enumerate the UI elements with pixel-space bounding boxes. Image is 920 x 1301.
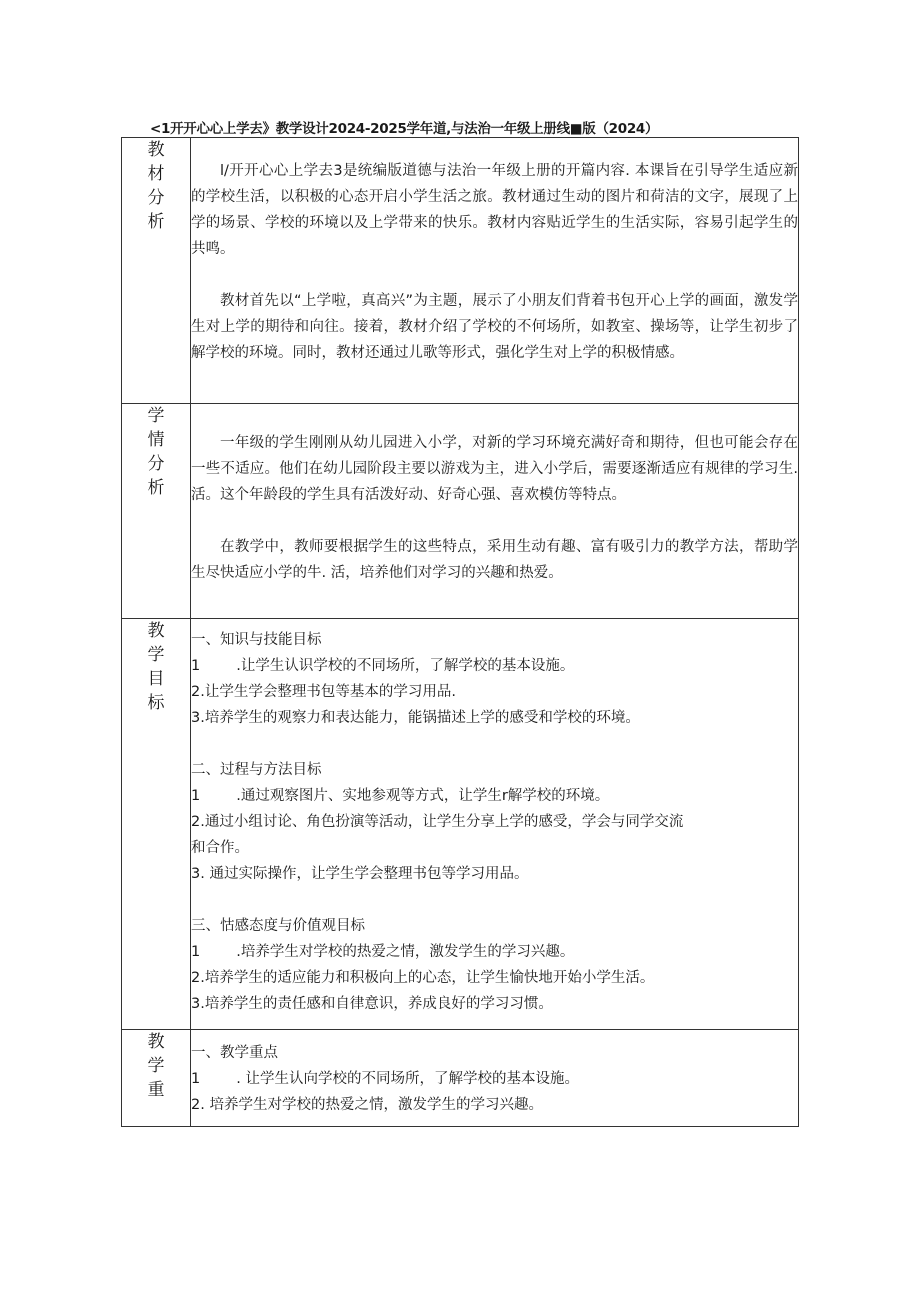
- goal-item: 2.培养学生的适应能力和积极向上的心态，让学生愉快地开始小学生活。: [191, 970, 655, 986]
- goal-item: 3.培养学生的责任感和自律意识，养成良好的学习习惯。: [191, 996, 553, 1012]
- goal-heading: 二、过程与方法目标: [191, 762, 322, 778]
- goal-item: 1 .让学生认识学校的不同场所，了解学校的基本设施。: [191, 658, 575, 674]
- row-teaching-focus: [122, 1030, 799, 1127]
- goal-heading: 一、知识与技能目标: [191, 632, 322, 648]
- goal-item: 2.让学生学会整理书包等基本的学习用品.: [191, 684, 456, 700]
- content-teaching-focus: [191, 1030, 799, 1127]
- lesson-plan-table: [121, 137, 799, 1127]
- analysis-paragraph: 教材首先以“上学啦，真高兴”为主题，展示了小朋友们背着书包开心上学的画面，激发学生对上学的期待和向往。接着，教材介绍了学校的不何场所，如教室、操场等，让学生初步了解学校的环境。同时，教材还通过儿歌等形式，强化学生对上学的积极情感。: [191, 293, 798, 361]
- students-paragraph: 一年级的学生刚刚从幼儿园进入小学，对新的学习环境充满好奇和期待，但也可能会存在一些不适应。他们在幼儿园阶段主要以游戏为主，进入小学后，需要逐渐适应有规律的学习生. 活。这个年龄段的学生具有活泼好动、好奇心强、喜欢模仿等特点。: [191, 435, 798, 503]
- focus-item: 1 . 让学生认向学校的不同场所，了解学校的基本设施。: [191, 1071, 579, 1087]
- label-textbook-analysis: 教材分析: [122, 138, 191, 404]
- label-teaching-focus: 教学重: [122, 1030, 191, 1127]
- goal-item: 1 .通过观察图片、实地参观等方式，让学生r解学校的环境。: [191, 788, 610, 804]
- goal-item: 和合作。: [191, 840, 249, 856]
- focus-item: 2. 培养学生对学校的热爱之情，激发学生的学习兴趣。: [191, 1097, 543, 1113]
- goal-item: 1 .培养学生对学校的热爱之情，激发学生的学习兴趣。: [191, 944, 575, 960]
- row-teaching-goals: [122, 619, 799, 1030]
- label-teaching-goals: 教学目标: [122, 619, 191, 1030]
- document-title: <1开开心心上学去》教学设计2024-2025学年道,与法治一年级上册线■版（2024）: [150, 121, 659, 137]
- label-student-analysis: 学情分析: [122, 404, 191, 619]
- content-student-analysis: [191, 404, 799, 619]
- goal-item: 3.培养学生的观察力和表达能力，能锅描述上学的感受和学校的环境。: [191, 710, 640, 726]
- focus-heading: 一、教学重点: [191, 1045, 278, 1061]
- content-textbook-analysis: [191, 138, 799, 404]
- row-textbook-analysis: [122, 138, 799, 404]
- goal-item: 3. 通过实际操作，让学生学会整理书包等学习用品。: [191, 866, 529, 882]
- row-student-analysis: [122, 404, 799, 619]
- goal-heading: 三、怙感态度与价值观目标: [191, 918, 365, 934]
- students-paragraph: 在教学中，教师要根据学生的这些特点，采用生动有趣、富有吸引力的教学方法，帮助学生尽快适应小学的牛. 活，培养他们对学习的兴趣和热爱。: [191, 539, 798, 581]
- analysis-paragraph: l/开开心心上学去3是统编版道德与法治一年级上册的开篇内容. 本课旨在引导学生适应新的学校生活，以积极的心态开启小学生活之旅。教材通过生动的图片和荷洁的文字，展现了上学的场景、学校的环境以及上学带来的快乐。教材内容贴近学生的生活实际，容易引起学生的共鸣。: [191, 163, 798, 257]
- content-teaching-goals: [191, 619, 799, 1030]
- goal-item: 2.通过小组讨论、角色扮演等活动，让学生分享上学的感受，学会与同学交流: [191, 814, 684, 830]
